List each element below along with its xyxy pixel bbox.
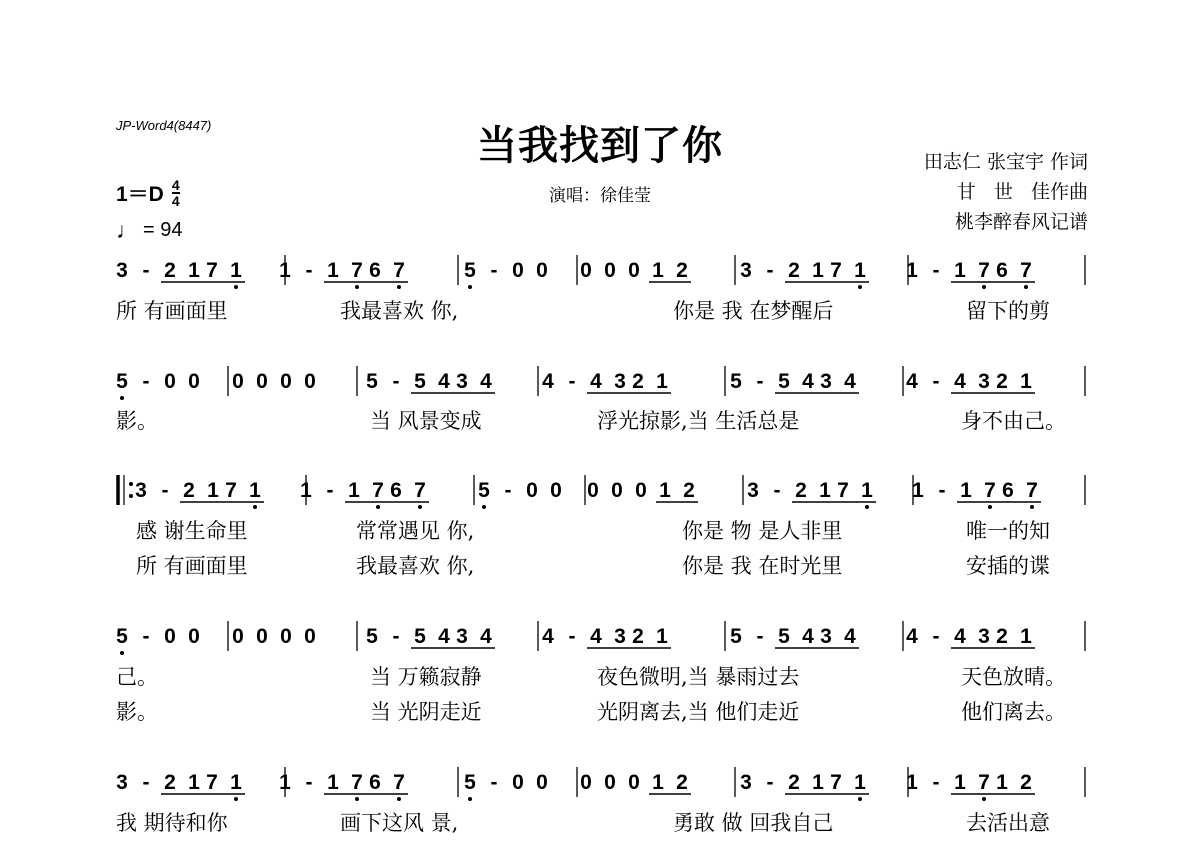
note: 7 xyxy=(206,259,218,282)
note: 3 xyxy=(978,370,990,393)
singer-credit: 演唱：徐佳莹 xyxy=(549,186,651,206)
note: 3 xyxy=(740,259,752,282)
note: 5 xyxy=(116,370,128,393)
note: 5 xyxy=(778,625,790,648)
low-octave-dot xyxy=(468,797,472,801)
note: 2 xyxy=(164,259,176,282)
note: 5 xyxy=(730,370,742,393)
low-octave-dot xyxy=(397,797,401,801)
note: 5 xyxy=(116,625,128,648)
note: 3 xyxy=(978,625,990,648)
note: 7 xyxy=(978,771,990,794)
note: 5 xyxy=(414,370,426,393)
dash: - xyxy=(766,771,774,794)
note: 3 xyxy=(456,625,468,648)
note: 0 xyxy=(604,259,616,282)
note: 4 xyxy=(844,625,856,648)
composer-credit: 甘 世 佳作曲 xyxy=(956,181,1088,203)
note: 0 xyxy=(580,259,592,282)
note: 0 xyxy=(280,625,292,648)
note: 1 xyxy=(960,479,972,502)
dash: - xyxy=(766,259,774,282)
note: 2 xyxy=(795,479,807,502)
dash: - xyxy=(932,625,940,648)
note: 4 xyxy=(590,625,602,648)
lyric: 身不由己。 xyxy=(961,409,1066,433)
note: 4 xyxy=(590,370,602,393)
note: 6 xyxy=(390,479,402,502)
note: 0 xyxy=(635,479,647,502)
low-octave-dot xyxy=(234,285,238,289)
note: 6 xyxy=(369,259,381,282)
note: 0 xyxy=(611,479,623,502)
note: 7 xyxy=(351,771,363,794)
note: 3 xyxy=(614,625,626,648)
song-title: 当我找到了你 xyxy=(477,123,723,169)
note: 0 xyxy=(188,625,200,648)
note: 7 xyxy=(206,771,218,794)
note: 4 xyxy=(480,370,492,393)
note: 0 xyxy=(232,370,244,393)
note: 0 xyxy=(587,479,599,502)
note: 7 xyxy=(393,259,405,282)
lyric: 你是 我 在梦醒后 xyxy=(673,299,834,323)
lyric: 你是 物 是人非里 xyxy=(682,519,843,543)
note: 2 xyxy=(996,625,1008,648)
software-label: JP-Word4(8447) xyxy=(116,118,212,133)
note: 1 xyxy=(652,259,664,282)
lyric: 影。 xyxy=(116,700,158,724)
note: 0 xyxy=(628,771,640,794)
note: 3 xyxy=(820,370,832,393)
repeat-dot xyxy=(129,482,133,486)
note: 1 xyxy=(300,479,312,502)
note: 5 xyxy=(464,259,476,282)
note: 0 xyxy=(256,370,268,393)
lyricist-credit: 田志仁 张宝宇 作词 xyxy=(923,151,1088,173)
low-octave-dot xyxy=(376,505,380,509)
note: 5 xyxy=(414,625,426,648)
dash: - xyxy=(142,370,150,393)
note: 1 xyxy=(854,771,866,794)
note: 1 xyxy=(230,771,242,794)
note: 7 xyxy=(225,479,237,502)
note: 0 xyxy=(628,259,640,282)
dash: - xyxy=(568,625,576,648)
note: 3 xyxy=(456,370,468,393)
note: 2 xyxy=(632,370,644,393)
lyric: 你是 我 在时光里 xyxy=(682,554,843,578)
note: 0 xyxy=(604,771,616,794)
low-octave-dot xyxy=(120,396,124,400)
low-octave-dot xyxy=(982,285,986,289)
note: 7 xyxy=(984,479,996,502)
low-octave-dot xyxy=(355,285,359,289)
note: 4 xyxy=(542,625,554,648)
dash: - xyxy=(142,259,150,282)
dash: - xyxy=(756,625,764,648)
note: 7 xyxy=(372,479,384,502)
note: 6 xyxy=(996,259,1008,282)
note: 1 xyxy=(188,771,200,794)
lyric: 所 有画面里 xyxy=(136,554,248,578)
note: 4 xyxy=(954,625,966,648)
low-octave-dot xyxy=(418,505,422,509)
dash: - xyxy=(756,370,764,393)
lyric: 勇敢 做 回我自己 xyxy=(673,811,834,835)
note: 1 xyxy=(912,479,924,502)
note: 4 xyxy=(802,370,814,393)
note: 0 xyxy=(164,625,176,648)
note: 1 xyxy=(279,259,291,282)
note: 1 xyxy=(656,625,668,648)
note: 5 xyxy=(778,370,790,393)
lyric: 他们离去。 xyxy=(961,700,1066,724)
note: 1 xyxy=(188,259,200,282)
dash: - xyxy=(490,259,498,282)
note: 1 xyxy=(1020,625,1032,648)
note: 0 xyxy=(280,370,292,393)
note: 2 xyxy=(788,259,800,282)
note: 2 xyxy=(632,625,644,648)
note: 5 xyxy=(464,771,476,794)
note: 7 xyxy=(830,771,842,794)
dash: - xyxy=(932,259,940,282)
tempo-value: = 94 xyxy=(143,219,183,241)
note: 0 xyxy=(536,259,548,282)
dash: - xyxy=(142,771,150,794)
dash: - xyxy=(568,370,576,393)
lyric: 浮光掠影,当 生活总是 xyxy=(597,409,800,433)
lyric: 唯一的知 xyxy=(966,519,1050,543)
lyric: 光阴离去,当 他们走近 xyxy=(597,700,800,724)
note: 3 xyxy=(614,370,626,393)
low-octave-dot xyxy=(1030,505,1034,509)
note: 2 xyxy=(676,259,688,282)
note: 0 xyxy=(232,625,244,648)
low-octave-dot xyxy=(482,505,486,509)
note: 1 xyxy=(854,259,866,282)
note: 3 xyxy=(116,259,128,282)
lyric: 安插的谍 xyxy=(966,554,1050,578)
note: 6 xyxy=(369,771,381,794)
lyric: 感 谢生命里 xyxy=(136,519,248,543)
dash: - xyxy=(161,479,169,502)
lyric: 天色放晴。 xyxy=(961,665,1066,689)
note: 7 xyxy=(414,479,426,502)
time-signature-bottom: 4 xyxy=(171,193,180,209)
note: 7 xyxy=(837,479,849,502)
note: 1 xyxy=(207,479,219,502)
note: 1 xyxy=(348,479,360,502)
note: 4 xyxy=(802,625,814,648)
note: 3 xyxy=(116,771,128,794)
note: 1 xyxy=(812,771,824,794)
note: 7 xyxy=(393,771,405,794)
note: 4 xyxy=(844,370,856,393)
note: 6 xyxy=(1002,479,1014,502)
note: 0 xyxy=(550,479,562,502)
note: 4 xyxy=(542,370,554,393)
lyric: 当 风景变成 xyxy=(370,409,482,433)
note: 1 xyxy=(861,479,873,502)
note: 1 xyxy=(996,771,1008,794)
dash: - xyxy=(392,625,400,648)
note: 4 xyxy=(906,625,918,648)
dash: - xyxy=(142,625,150,648)
note: 3 xyxy=(747,479,759,502)
dash: - xyxy=(932,771,940,794)
note: 1 xyxy=(1020,370,1032,393)
note: 1 xyxy=(906,771,918,794)
note: 2 xyxy=(996,370,1008,393)
note: 1 xyxy=(327,259,339,282)
low-octave-dot xyxy=(858,797,862,801)
note: 5 xyxy=(366,370,378,393)
lyric: 夜色微明,当 暴雨过去 xyxy=(597,665,800,689)
dash: - xyxy=(938,479,946,502)
note: 1 xyxy=(652,771,664,794)
low-octave-dot xyxy=(253,505,257,509)
note: 3 xyxy=(135,479,147,502)
dash: - xyxy=(326,479,334,502)
note: 0 xyxy=(164,370,176,393)
note: 1 xyxy=(249,479,261,502)
lyric: 当 万籁寂静 xyxy=(370,665,482,689)
lyric: 我 期待和你 xyxy=(116,811,228,835)
note: 0 xyxy=(512,771,524,794)
note: 1 xyxy=(656,370,668,393)
note: 4 xyxy=(438,370,450,393)
note: 0 xyxy=(536,771,548,794)
note: 0 xyxy=(512,259,524,282)
low-octave-dot xyxy=(355,797,359,801)
note: 5 xyxy=(730,625,742,648)
lyric: 所 有画面里 xyxy=(116,299,228,323)
note: 2 xyxy=(683,479,695,502)
lyric: 留下的剪 xyxy=(966,299,1050,323)
dash: - xyxy=(932,370,940,393)
key-label: 1＝D xyxy=(116,183,164,206)
quarter-note-icon: ♩ xyxy=(116,217,139,243)
low-octave-dot xyxy=(397,285,401,289)
dash: - xyxy=(305,771,313,794)
low-octave-dot xyxy=(865,505,869,509)
lyric: 画下这风 景, xyxy=(340,811,459,835)
note: 7 xyxy=(351,259,363,282)
note: 3 xyxy=(740,771,752,794)
note: 1 xyxy=(954,259,966,282)
note: 3 xyxy=(820,625,832,648)
note: 2 xyxy=(183,479,195,502)
lyric: 当 光阴走近 xyxy=(370,700,482,724)
low-octave-dot xyxy=(120,651,124,655)
low-octave-dot xyxy=(1024,285,1028,289)
note: 7 xyxy=(830,259,842,282)
note: 1 xyxy=(279,771,291,794)
note: 1 xyxy=(812,259,824,282)
lyric: 常常遇见 你, xyxy=(356,519,475,543)
dash: - xyxy=(490,771,498,794)
low-octave-dot xyxy=(982,797,986,801)
low-octave-dot xyxy=(468,285,472,289)
note: 0 xyxy=(304,625,316,648)
note: 1 xyxy=(659,479,671,502)
note: 1 xyxy=(327,771,339,794)
note: 2 xyxy=(676,771,688,794)
dash: - xyxy=(504,479,512,502)
note: 2 xyxy=(164,771,176,794)
note: 0 xyxy=(256,625,268,648)
note: 4 xyxy=(480,625,492,648)
time-signature-top: 4 xyxy=(171,177,180,193)
dash: - xyxy=(392,370,400,393)
note: 7 xyxy=(978,259,990,282)
dash: - xyxy=(773,479,781,502)
note: 1 xyxy=(230,259,242,282)
note: 1 xyxy=(819,479,831,502)
note: 2 xyxy=(788,771,800,794)
low-octave-dot xyxy=(858,285,862,289)
note: 1 xyxy=(954,771,966,794)
note: 5 xyxy=(478,479,490,502)
low-octave-dot xyxy=(234,797,238,801)
note: 4 xyxy=(906,370,918,393)
transcriber-credit: 桃李醉春风记谱 xyxy=(954,211,1088,233)
note: 0 xyxy=(580,771,592,794)
note: 2 xyxy=(1020,771,1032,794)
lyric: 我最喜欢 你, xyxy=(356,554,475,578)
dash: - xyxy=(305,259,313,282)
note: 0 xyxy=(304,370,316,393)
note: 1 xyxy=(906,259,918,282)
lyric: 去活出意 xyxy=(966,811,1050,835)
lyric: 己。 xyxy=(116,665,158,689)
lyric: 我最喜欢 你, xyxy=(340,299,459,323)
lyric: 影。 xyxy=(116,409,158,433)
note: 4 xyxy=(954,370,966,393)
note: 0 xyxy=(188,370,200,393)
note: 0 xyxy=(526,479,538,502)
low-octave-dot xyxy=(988,505,992,509)
note: 5 xyxy=(366,625,378,648)
repeat-dot xyxy=(129,494,133,498)
note: 7 xyxy=(1026,479,1038,502)
note: 4 xyxy=(438,625,450,648)
note: 7 xyxy=(1020,259,1032,282)
